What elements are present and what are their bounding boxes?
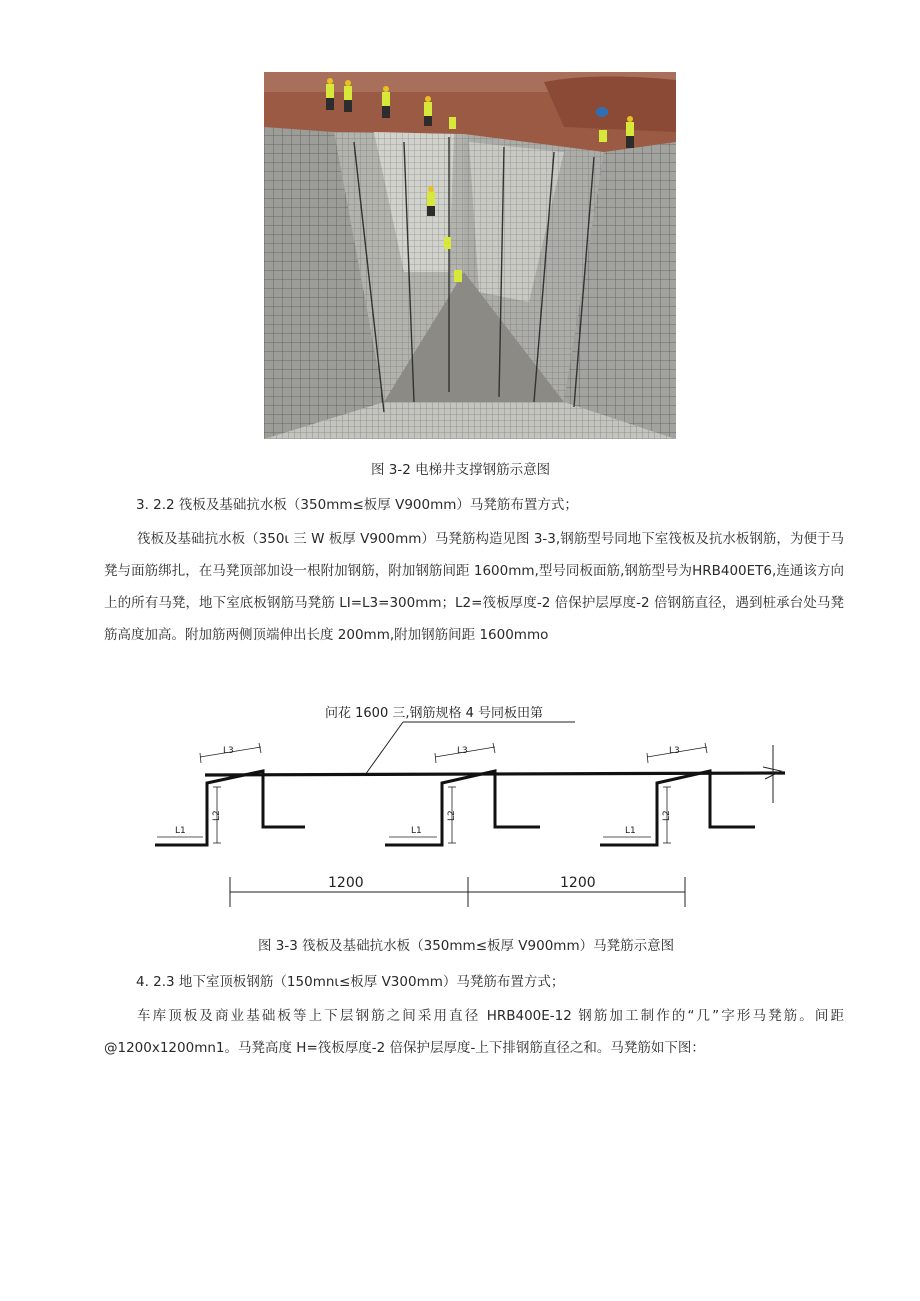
label-l2-1: L2 — [212, 810, 222, 821]
chair-bar-2 — [385, 771, 540, 845]
label-l2-3: L2 — [662, 810, 672, 821]
label-l1-2: L1 — [411, 826, 422, 836]
spacing-dimension-1: 1200 — [328, 875, 364, 891]
section-3-2-2-heading: 3. 2.2 筏板及基础抗水板（350mm≤板厚 V900mm）马凳筋布置方式； — [136, 497, 578, 513]
section-4-2-3-paragraph: 车库顶板及商业基础板等上下层钢筋之间采用直径 HRB400E-12 钢筋加工制作的“几”字形马凳筋。间距@1200x1200mn1。马凳高度 H=筏板厚度-2 倍保护层厚度-上下排钢筋直径之和。马凳筋如下图： — [104, 1008, 844, 1056]
label-l3-1: L3 — [223, 746, 234, 756]
label-l3-3: L3 — [669, 746, 680, 756]
label-l2-2: L2 — [447, 810, 457, 821]
figure-3-3-diagram — [145, 695, 790, 915]
additional-bar-annotation: 问花 1600 三,钢筋规格 4 号同板田第 — [325, 706, 544, 721]
figure-3-2-caption: 图 3-2 电梯井支撑钢筋示意图 — [371, 462, 551, 478]
label-l1-1: L1 — [175, 826, 186, 836]
figure-3-3-caption: 图 3-3 筏板及基础抗水板（350mm≤板厚 V900mm）马凳筋示意图 — [258, 938, 675, 954]
spacing-dimension-2: 1200 — [560, 875, 596, 891]
rebar-photo-illustration — [264, 72, 676, 439]
label-l3-2: L3 — [457, 746, 468, 756]
elevator-shaft-rebar-photo — [264, 72, 676, 439]
label-l1-3: L1 — [625, 826, 636, 836]
chair-bar-3 — [600, 771, 755, 845]
spacing-dimension-line — [230, 877, 685, 907]
section-3-2-2-paragraph: 筏板及基础抗水板（350ι 三 W 板厚 V900mm）马凳筋构造见图 3-3,钢筋型号同地下室筏板及抗水板钢筋，为便于马凳与面筋绑扎，在马凳顶部加设一根附加钢筋，附加钢筋间距 1600mm,型号同板面筋,钢筋型号为HRB400ET6,连通该方向上的所有马凳，地下室底板钢筋马凳筋 LI=L3=300mm；L2=筏板厚度-2 倍保护层厚度-2 倍钢筋直径，遇到桩承台处马凳筋高度加高。附加筋两侧顶端伸出长度 200mm,附加钢筋间距 1600mmo — [104, 531, 844, 643]
section-4-2-3-heading: 4. 2.3 地下室顶板钢筋（150mnι≤板厚 V300mm）马凳筋布置方式； — [136, 974, 565, 990]
